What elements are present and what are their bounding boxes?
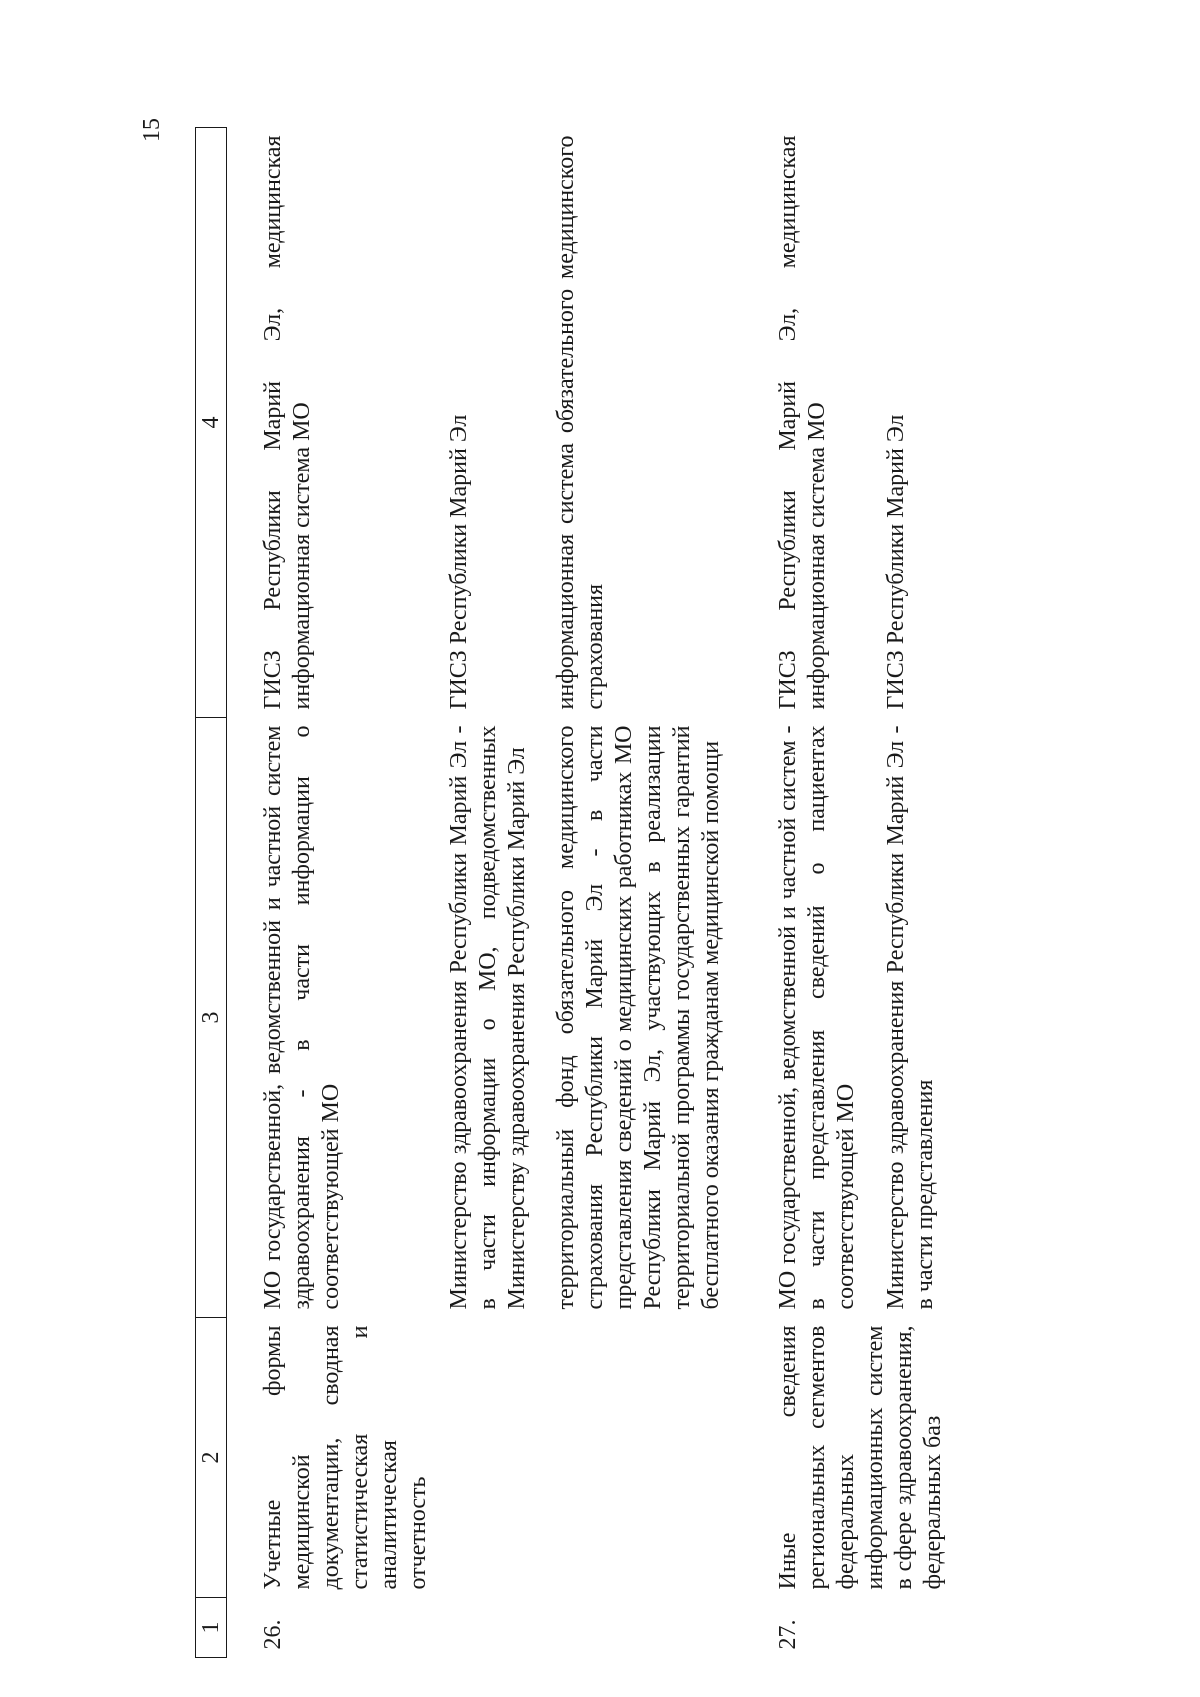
row-providers [770,718,878,1318]
row-name: Иные сведения региональных сегментов федеральных информационных систем в сфере здравоохранения, федеральных баз [775,1325,946,1590]
provider-text: МО государственной, ведомственной и частной систем здравоохранения - в части информации о соответствующей МО [260,725,344,1310]
system-text: ГИСЗ Республики Марий Эл [446,414,472,710]
row-systems [878,128,956,718]
provider-text: Министерство здравоохранения Республики Марий Эл - в части информации о МО, подведомственных Министерству здравоохранения Республики Марий Эл [446,725,530,1310]
provider-text: МО государственной, ведомственной и частной систем - в части представления сведений о пациентах соответствующей МО [775,725,859,1310]
row-number: 26. [260,1619,286,1650]
rotated-document-page [139,118,946,1658]
header-col-1: 1 [196,1598,227,1658]
page-number: 15 [139,118,165,142]
data-table [195,127,956,1658]
table-row [548,128,742,1658]
table-row [770,128,878,1658]
header-col-4: 4 [196,128,227,718]
row-number: 27. [775,1619,801,1650]
system-text: ГИСЗ Республики Марий Эл [882,414,909,710]
row-systems [548,128,742,718]
table-row [441,128,548,1658]
system-text: информационная система обязательного медицинского страхования [553,135,608,710]
row-providers [548,718,742,1318]
row-providers [878,718,956,1318]
row-systems [441,128,548,718]
row-systems [770,128,878,718]
provider-text: территориальный фонд обязательного медицинского страхования Республики Марий Эл - в части представления сведений о медицинских работниках МО Республики Марий Эл, участвующих в реализации территориальной программы государственных гарантий бесплатного оказания гражданам медицинской помощи [553,725,724,1310]
system-text: ГИСЗ Республики Марий Эл, медицинская информационная система МО [260,135,315,710]
header-col-3: 3 [196,718,227,1318]
row-providers [255,718,441,1318]
provider-text: Министерство здравоохранения Республики Марий Эл - в части представления [882,725,938,1310]
system-text: ГИСЗ Республики Марий Эл, медицинская информационная система МО [775,135,830,710]
table-header [196,128,227,1658]
row-providers [441,718,548,1318]
row-systems [255,128,441,718]
table-row [255,128,441,1658]
header-col-2: 2 [196,1318,227,1598]
row-name: Учетные формы медицинской документации, сводная статистическая и аналитическая отчетность [260,1325,431,1590]
